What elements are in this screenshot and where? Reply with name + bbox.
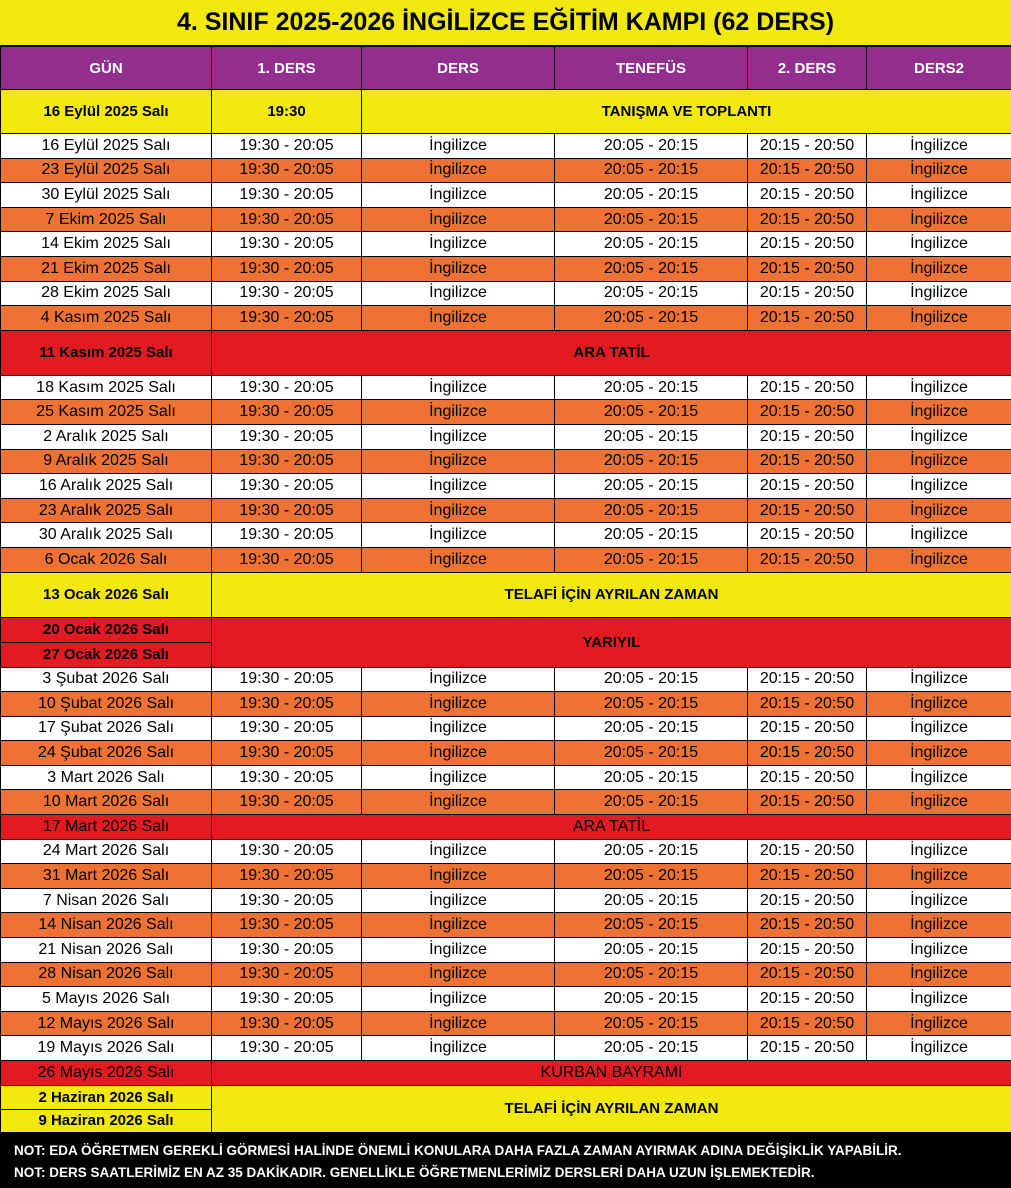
subject2-cell: İngilizce [867,716,1011,741]
lesson2-time: 20:15 - 20:50 [748,839,867,864]
lesson-row [1,449,1011,474]
lesson2-time: 20:15 - 20:50 [748,913,867,938]
subject2-cell: İngilizce [867,498,1011,523]
break-time: 20:05 - 20:15 [555,839,748,864]
lesson-row [1,281,1011,306]
subject-cell: İngilizce [362,523,555,548]
break-time: 20:05 - 20:15 [555,449,748,474]
lesson2-time: 20:15 - 20:50 [748,987,867,1012]
subject-cell: İngilizce [362,256,555,281]
subject2-cell: İngilizce [867,207,1011,232]
break-row [1,330,1011,375]
subject-cell: İngilizce [362,375,555,400]
subject2-cell: İngilizce [867,741,1011,766]
subject-cell: İngilizce [362,888,555,913]
lesson2-time: 20:15 - 20:50 [748,765,867,790]
lesson-row [1,232,1011,257]
subject2-cell: İngilizce [867,281,1011,306]
subject-cell: İngilizce [362,864,555,889]
date-cell: 25 Kasım 2025 Salı [1,400,212,425]
lesson-row [1,498,1011,523]
date-cell: 6 Ocak 2026 Salı [1,547,212,572]
header-subject2: DERS2 [867,47,1011,90]
lesson-row [1,888,1011,913]
lesson2-time: 20:15 - 20:50 [748,183,867,208]
break-time: 20:05 - 20:15 [555,962,748,987]
lesson-row [1,183,1011,208]
event-label: TELAFİ İÇİN AYRILAN ZAMAN [212,572,1011,617]
lesson2-time: 20:15 - 20:50 [748,232,867,257]
lesson2-time: 20:15 - 20:50 [748,864,867,889]
lesson1-time: 19:30 - 20:05 [212,474,362,499]
subject-cell: İngilizce [362,134,555,159]
subject2-cell: İngilizce [867,232,1011,257]
footer-notes [0,1133,1011,1188]
date-cell: 28 Nisan 2026 Salı [1,962,212,987]
lesson-row [1,1011,1011,1036]
event-label: KURBAN BAYRAMI [212,1061,1011,1086]
subject-cell: İngilizce [362,1036,555,1061]
break-time: 20:05 - 20:15 [555,692,748,717]
lesson-row [1,207,1011,232]
subject2-cell: İngilizce [867,400,1011,425]
lesson2-time: 20:15 - 20:50 [748,962,867,987]
lesson1-time: 19:30 - 20:05 [212,888,362,913]
lesson2-time: 20:15 - 20:50 [748,306,867,331]
date-cell: 21 Nisan 2026 Salı [1,938,212,963]
break-time: 20:05 - 20:15 [555,790,748,815]
subject-cell: İngilizce [362,741,555,766]
break-time: 20:05 - 20:15 [555,1036,748,1061]
break-time: 20:05 - 20:15 [555,256,748,281]
date-cell: 28 Ekim 2025 Salı [1,281,212,306]
lesson-row [1,1036,1011,1061]
lesson2-time: 20:15 - 20:50 [748,449,867,474]
header-subject: DERS [362,47,555,90]
date-cell: 10 Şubat 2026 Salı [1,692,212,717]
lesson1-time: 19:30 - 20:05 [212,523,362,548]
lesson2-time: 20:15 - 20:50 [748,938,867,963]
header-break: TENEFÜS [555,47,748,90]
lesson1-time: 19:30 - 20:05 [212,692,362,717]
header-lesson1: 1. DERS [212,47,362,90]
orientation-row [1,90,1011,134]
subject2-cell: İngilizce [867,158,1011,183]
subject2-cell: İngilizce [867,888,1011,913]
break-time: 20:05 - 20:15 [555,424,748,449]
lesson2-time: 20:15 - 20:50 [748,790,867,815]
subject-cell: İngilizce [362,938,555,963]
date-cell: 12 Mayıs 2026 Salı [1,1011,212,1036]
lesson2-time: 20:15 - 20:50 [748,424,867,449]
break-time: 20:05 - 20:15 [555,765,748,790]
date-cell: 2 Haziran 2026 Salı [1,1085,212,1109]
lesson1-time: 19:30 - 20:05 [212,134,362,159]
date-cell: 16 Eylül 2025 Salı [1,134,212,159]
lesson2-time: 20:15 - 20:50 [748,667,867,692]
lesson1-time: 19:30 - 20:05 [212,232,362,257]
lesson-row [1,134,1011,159]
subject-cell: İngilizce [362,962,555,987]
break-time: 20:05 - 20:15 [555,888,748,913]
lesson1-time: 19:30 - 20:05 [212,864,362,889]
lesson-row [1,987,1011,1012]
date-cell: 21 Ekim 2025 Salı [1,256,212,281]
subject-cell: İngilizce [362,449,555,474]
lesson1-time: 19:30 - 20:05 [212,498,362,523]
date-cell: 3 Mart 2026 Salı [1,765,212,790]
holiday-row [1,1061,1011,1086]
lesson1-time: 19:30 - 20:05 [212,938,362,963]
lesson2-time: 20:15 - 20:50 [748,474,867,499]
event-label: TELAFİ İÇİN AYRILAN ZAMAN [212,1085,1011,1132]
subject-cell: İngilizce [362,765,555,790]
subject2-cell: İngilizce [867,449,1011,474]
subject-cell: İngilizce [362,839,555,864]
subject2-cell: İngilizce [867,913,1011,938]
subject2-cell: İngilizce [867,306,1011,331]
lesson2-time: 20:15 - 20:50 [748,134,867,159]
lesson1-time: 19:30 - 20:05 [212,716,362,741]
subject2-cell: İngilizce [867,375,1011,400]
subject2-cell: İngilizce [867,523,1011,548]
lesson2-time: 20:15 - 20:50 [748,888,867,913]
subject2-cell: İngilizce [867,134,1011,159]
break-time: 20:05 - 20:15 [555,375,748,400]
lesson2-time: 20:15 - 20:50 [748,498,867,523]
subject2-cell: İngilizce [867,1011,1011,1036]
lesson1-time: 19:30 - 20:05 [212,1036,362,1061]
date-cell: 7 Nisan 2026 Salı [1,888,212,913]
lesson-row [1,306,1011,331]
subject2-cell: İngilizce [867,765,1011,790]
header-row [1,47,1011,90]
lesson2-time: 20:15 - 20:50 [748,1036,867,1061]
date-cell: 10 Mart 2026 Salı [1,790,212,815]
lesson-row [1,424,1011,449]
lesson2-time: 20:15 - 20:50 [748,400,867,425]
subject-cell: İngilizce [362,158,555,183]
break-time: 20:05 - 20:15 [555,523,748,548]
date-cell: 16 Aralık 2025 Salı [1,474,212,499]
note-1: NOT: EDA ÖĞRETMEN GEREKLİ GÖRMESİ HALİNDE ÖNEMLİ KONULARA DAHA FAZLA ZAMAN AYIRMAK ADINA DEĞİŞİKLİK YAPABİLİR. [14,1143,902,1158]
lesson-row [1,256,1011,281]
lesson1-time: 19:30 - 20:05 [212,183,362,208]
break-time: 20:05 - 20:15 [555,547,748,572]
break-time: 20:05 - 20:15 [555,400,748,425]
subject-cell: İngilizce [362,232,555,257]
subject-cell: İngilizce [362,716,555,741]
lesson1-time: 19:30 - 20:05 [212,1011,362,1036]
semester-row [1,617,1011,642]
date-cell: 23 Eylül 2025 Salı [1,158,212,183]
subject-cell: İngilizce [362,424,555,449]
date-cell: 9 Haziran 2026 Salı [1,1109,212,1132]
lesson1-time: 19:30 - 20:05 [212,913,362,938]
lesson1-time: 19:30 - 20:05 [212,667,362,692]
date-cell: 4 Kasım 2025 Salı [1,306,212,331]
subject2-cell: İngilizce [867,1036,1011,1061]
lesson1-time: 19:30 - 20:05 [212,987,362,1012]
break-time: 20:05 - 20:15 [555,207,748,232]
lesson2-time: 20:15 - 20:50 [748,1011,867,1036]
subject2-cell: İngilizce [867,667,1011,692]
lesson-row [1,839,1011,864]
lesson-row [1,523,1011,548]
event-label: ARA TATİL [212,330,1011,375]
date-cell: 16 Eylül 2025 Salı [1,90,212,134]
lesson1-time: 19:30 - 20:05 [212,306,362,331]
subject2-cell: İngilizce [867,839,1011,864]
break-time: 20:05 - 20:15 [555,716,748,741]
subject2-cell: İngilizce [867,183,1011,208]
subject2-cell: İngilizce [867,424,1011,449]
date-cell: 5 Mayıs 2026 Salı [1,987,212,1012]
lesson2-time: 20:15 - 20:50 [748,207,867,232]
date-cell: 3 Şubat 2026 Salı [1,667,212,692]
lesson-row [1,400,1011,425]
date-cell: 23 Aralık 2025 Salı [1,498,212,523]
lesson1-time: 19:30 - 20:05 [212,547,362,572]
date-cell: 27 Ocak 2026 Salı [1,642,212,667]
lesson1-time: 19:30 - 20:05 [212,424,362,449]
lesson-row [1,547,1011,572]
lesson1-time: 19:30 - 20:05 [212,741,362,766]
break-time: 20:05 - 20:15 [555,134,748,159]
lesson-row [1,790,1011,815]
date-cell: 14 Nisan 2026 Salı [1,913,212,938]
subject-cell: İngilizce [362,474,555,499]
subject-cell: İngilizce [362,306,555,331]
lesson1-time: 19:30 - 20:05 [212,375,362,400]
lesson1-time: 19:30 - 20:05 [212,256,362,281]
lesson2-time: 20:15 - 20:50 [748,692,867,717]
date-cell: 24 Mart 2026 Salı [1,839,212,864]
lesson1-time: 19:30 - 20:05 [212,158,362,183]
header-lesson2: 2. DERS [748,47,867,90]
event-label: YARIYIL [212,617,1011,667]
lesson1-time: 19:30 - 20:05 [212,449,362,474]
break-time: 20:05 - 20:15 [555,183,748,208]
lesson1-time: 19:30 - 20:05 [212,839,362,864]
date-cell: 7 Ekim 2025 Salı [1,207,212,232]
subject2-cell: İngilizce [867,547,1011,572]
lesson-row [1,716,1011,741]
lesson1-time: 19:30 - 20:05 [212,400,362,425]
date-cell: 19 Mayıs 2026 Salı [1,1036,212,1061]
makeup-row [1,1085,1011,1109]
date-cell: 17 Mart 2026 Salı [1,815,212,840]
date-cell: 13 Ocak 2026 Salı [1,572,212,617]
lesson-row [1,962,1011,987]
event-label: ARA TATİL [212,815,1011,840]
lesson-row [1,375,1011,400]
lesson-row [1,913,1011,938]
subject-cell: İngilizce [362,1011,555,1036]
subject-cell: İngilizce [362,207,555,232]
break-time: 20:05 - 20:15 [555,987,748,1012]
lesson2-time: 20:15 - 20:50 [748,158,867,183]
page-title: 4. SINIF 2025-2026 İNGİLİZCE EĞİTİM KAMPI (62 DERS) [0,0,1011,46]
date-cell: 17 Şubat 2026 Salı [1,716,212,741]
subject-cell: İngilizce [362,913,555,938]
lesson-row [1,938,1011,963]
note-2: NOT: DERS SAATLERİMİZ EN AZ 35 DAKİKADIR. GENELLİKLE ÖĞRETMENLERİMİZ DERSLERİ DAHA UZUN İŞLEMEKTEDİR. [14,1165,815,1180]
subject-cell: İngilizce [362,400,555,425]
lesson-row [1,158,1011,183]
break-time: 20:05 - 20:15 [555,741,748,766]
lesson1-time: 19:30 - 20:05 [212,962,362,987]
lesson2-time: 20:15 - 20:50 [748,523,867,548]
lesson-row [1,692,1011,717]
date-cell: 31 Mart 2026 Salı [1,864,212,889]
break-time: 20:05 - 20:15 [555,1011,748,1036]
subject-cell: İngilizce [362,498,555,523]
lesson2-time: 20:15 - 20:50 [748,375,867,400]
subject2-cell: İngilizce [867,692,1011,717]
break-time: 20:05 - 20:15 [555,938,748,963]
subject-cell: İngilizce [362,547,555,572]
date-cell: 2 Aralık 2025 Salı [1,424,212,449]
lesson2-time: 20:15 - 20:50 [748,256,867,281]
subject-cell: İngilizce [362,667,555,692]
lesson-row [1,741,1011,766]
lesson2-time: 20:15 - 20:50 [748,741,867,766]
lesson1-time: 19:30 - 20:05 [212,207,362,232]
lesson1-time: 19:30 - 20:05 [212,281,362,306]
makeup-row [1,572,1011,617]
lesson-row [1,864,1011,889]
break-time: 20:05 - 20:15 [555,158,748,183]
lesson2-time: 20:15 - 20:50 [748,716,867,741]
date-cell: 18 Kasım 2025 Salı [1,375,212,400]
subject2-cell: İngilizce [867,474,1011,499]
subject-cell: İngilizce [362,281,555,306]
subject-cell: İngilizce [362,790,555,815]
subject2-cell: İngilizce [867,938,1011,963]
lesson-row [1,765,1011,790]
break-time: 20:05 - 20:15 [555,667,748,692]
date-cell: 20 Ocak 2026 Salı [1,617,212,642]
subject-cell: İngilizce [362,987,555,1012]
date-cell: 30 Eylül 2025 Salı [1,183,212,208]
lesson1-time: 19:30 - 20:05 [212,790,362,815]
break-row [1,815,1011,840]
subject2-cell: İngilizce [867,962,1011,987]
schedule-table [0,46,1011,1133]
subject-cell: İngilizce [362,183,555,208]
break-time: 20:05 - 20:15 [555,864,748,889]
date-cell: 11 Kasım 2025 Salı [1,330,212,375]
time-cell: 19:30 [212,90,362,134]
lesson1-time: 19:30 - 20:05 [212,765,362,790]
event-label: TANIŞMA VE TOPLANTI [362,90,1011,134]
break-time: 20:05 - 20:15 [555,498,748,523]
break-time: 20:05 - 20:15 [555,232,748,257]
break-time: 20:05 - 20:15 [555,474,748,499]
subject2-cell: İngilizce [867,987,1011,1012]
subject-cell: İngilizce [362,692,555,717]
date-cell: 9 Aralık 2025 Salı [1,449,212,474]
subject2-cell: İngilizce [867,790,1011,815]
header-day: GÜN [1,47,212,90]
lesson-row [1,474,1011,499]
date-cell: 24 Şubat 2026 Salı [1,741,212,766]
subject2-cell: İngilizce [867,864,1011,889]
subject2-cell: İngilizce [867,256,1011,281]
lesson2-time: 20:15 - 20:50 [748,547,867,572]
break-time: 20:05 - 20:15 [555,281,748,306]
date-cell: 14 Ekim 2025 Salı [1,232,212,257]
date-cell: 30 Aralık 2025 Salı [1,523,212,548]
lesson-row [1,667,1011,692]
lesson2-time: 20:15 - 20:50 [748,281,867,306]
date-cell: 26 Mayıs 2026 Salı [1,1061,212,1086]
break-time: 20:05 - 20:15 [555,306,748,331]
break-time: 20:05 - 20:15 [555,913,748,938]
